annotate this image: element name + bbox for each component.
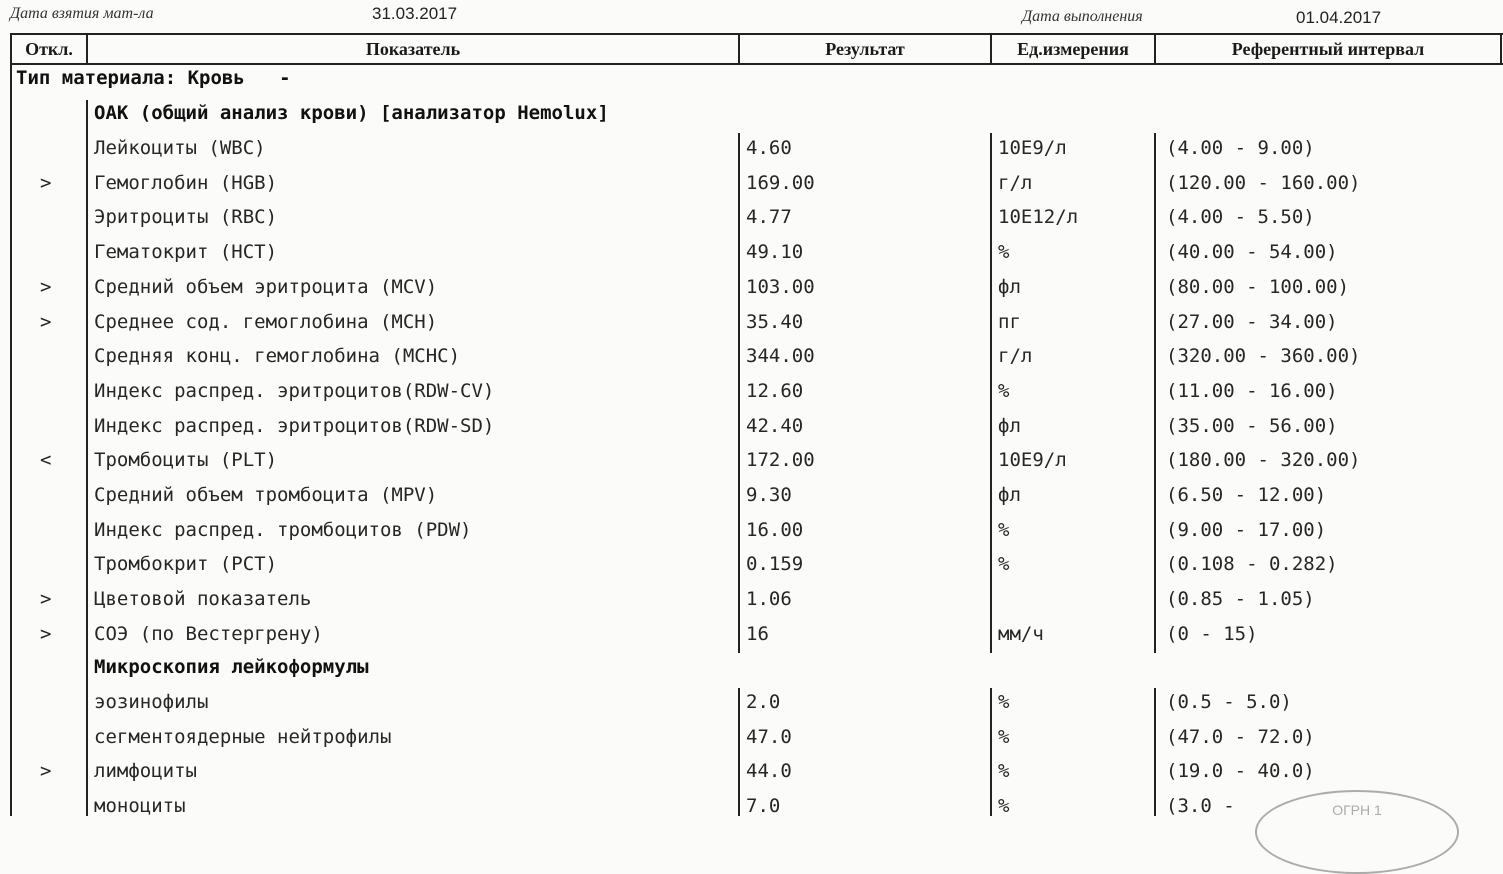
done-date-label: Дата выполнения	[1022, 8, 1143, 25]
row-flag: >	[40, 171, 52, 194]
col-result-header: Результат	[825, 39, 905, 59]
row-result: 2.0	[746, 691, 781, 713]
row-indicator: Индекс распред. эритроцитов(RDW-SD)	[94, 414, 495, 437]
row-unit: %	[998, 379, 1010, 402]
row-unit: мм/ч	[998, 622, 1044, 645]
row-reference: (11.00 - 16.00)	[1166, 379, 1338, 402]
row-result: 344.00	[746, 345, 815, 368]
row-indicator: Среднее сод. гемоглобина (MCH)	[94, 310, 438, 333]
row-reference: (27.00 - 34.00)	[1166, 310, 1338, 333]
row-indicator: Лейкоциты (WBC)	[94, 137, 266, 159]
row-reference: (6.50 - 12.00)	[1166, 484, 1327, 506]
row-reference: (4.00 - 9.00)	[1166, 137, 1315, 159]
row-indicator: Эритроциты (RBC)	[94, 206, 278, 229]
row-result: 49.10	[746, 241, 804, 264]
table-left-border	[10, 33, 12, 816]
row-flag: >	[40, 760, 52, 783]
row-indicator: Цветовой показатель	[94, 588, 312, 611]
indicator-col-line	[86, 100, 88, 816]
row-indicator: Гемоглобин (HGB)	[94, 171, 278, 194]
row-reference: (180.00 - 320.00)	[1166, 449, 1361, 472]
row-result: 4.60	[746, 137, 792, 159]
row-result: 7.0	[746, 795, 781, 818]
row-result: 35.40	[746, 310, 804, 333]
row-result: 103.00	[746, 275, 815, 298]
row-indicator: Индекс распред. эритроцитов(RDW-CV)	[94, 379, 495, 402]
ref-col-line-1	[1154, 133, 1156, 653]
row-reference: (4.00 - 5.50)	[1166, 206, 1315, 229]
row-unit: 10E9/л	[998, 449, 1067, 472]
row-reference: (120.00 - 160.00)	[1166, 171, 1361, 194]
row-indicator: Средний объем эритроцита (MCV)	[94, 275, 438, 298]
row-reference: (0 - 15)	[1166, 622, 1258, 645]
row-reference: (0.85 - 1.05)	[1166, 588, 1315, 611]
row-unit: %	[998, 691, 1010, 713]
row-unit: пг	[998, 310, 1021, 333]
row-unit: г/л	[998, 345, 1033, 368]
sample-date-label: Дата взятия мат-ла	[10, 5, 154, 22]
row-reference: (9.00 - 17.00)	[1166, 518, 1327, 541]
row-unit: 10E9/л	[998, 137, 1067, 159]
row-unit: фл	[998, 414, 1021, 437]
row-unit: фл	[998, 275, 1021, 298]
row-reference: (35.00 - 56.00)	[1166, 414, 1338, 437]
row-unit: %	[998, 795, 1010, 818]
row-unit: %	[998, 518, 1010, 541]
row-result: 42.40	[746, 414, 804, 437]
result-col-line-1	[738, 133, 740, 653]
table-top-border	[10, 33, 1503, 35]
row-indicator: Гематокрит (HCT)	[94, 241, 278, 264]
row-result: 16.00	[746, 518, 804, 541]
result-col-line-2	[738, 688, 740, 816]
row-unit: %	[998, 760, 1010, 783]
row-result: 169.00	[746, 171, 815, 194]
row-flag: >	[40, 622, 52, 645]
row-indicator: Средняя конц. гемоглобина (MCHC)	[94, 345, 461, 368]
row-reference: (0.108 - 0.282)	[1166, 553, 1338, 576]
row-reference: (0.5 - 5.0)	[1166, 691, 1292, 713]
col-unit-header: Ед.измерения	[1017, 39, 1129, 59]
stamp-seal	[1255, 790, 1459, 874]
material-type: Тип материала: Кровь -	[16, 67, 291, 89]
row-reference: (320.00 - 360.00)	[1166, 345, 1361, 368]
ref-col-line-2	[1154, 688, 1156, 816]
row-result: 9.30	[746, 484, 792, 506]
row-unit: г/л	[998, 171, 1033, 194]
row-unit: %	[998, 553, 1010, 576]
sample-date: 31.03.2017	[372, 4, 458, 23]
stamp-text: ОГРН 1	[1332, 802, 1382, 818]
row-reference: (3.0 -	[1166, 795, 1235, 818]
row-unit: %	[998, 725, 1010, 748]
row-result: 0.159	[746, 553, 804, 576]
row-indicator: Индекс распред. тромбоцитов (PDW)	[94, 518, 472, 541]
row-result: 4.77	[746, 206, 792, 229]
section-title-microscopy: Микроскопия лейкоформулы	[94, 656, 369, 678]
col-flag-header: Откл.	[25, 39, 73, 59]
row-result: 44.0	[746, 760, 792, 783]
row-indicator: Средний объем тромбоцита (MPV)	[94, 484, 438, 506]
row-result: 47.0	[746, 725, 792, 748]
row-reference: (19.0 - 40.0)	[1166, 760, 1315, 783]
row-flag: >	[40, 275, 52, 298]
row-reference: (40.00 - 54.00)	[1166, 241, 1338, 264]
row-result: 12.60	[746, 379, 804, 402]
section-title-cbc: ОАК (общий анализ крови) [анализатор Hemolux]	[94, 102, 609, 124]
col-indicator-header: Показатель	[365, 39, 461, 59]
row-flag: >	[40, 588, 52, 611]
row-unit: %	[998, 241, 1010, 264]
row-unit: фл	[998, 484, 1021, 506]
row-flag: >	[40, 310, 52, 333]
row-flag: <	[40, 449, 52, 472]
row-result: 16	[746, 622, 769, 645]
done-date: 01.04.2017	[1296, 8, 1382, 27]
row-indicator: эозинофилы	[94, 691, 209, 713]
row-reference: (47.0 - 72.0)	[1166, 725, 1315, 748]
row-unit: 10E12/л	[998, 206, 1079, 229]
unit-col-line-1	[990, 133, 992, 653]
row-indicator: сегментоядерные нейтрофилы	[94, 725, 392, 748]
row-indicator: моноциты	[94, 795, 186, 818]
row-result: 1.06	[746, 588, 792, 611]
row-indicator: Тромбоциты (PLT)	[94, 449, 278, 472]
header-bottom-border	[10, 63, 1503, 65]
row-indicator: лимфоциты	[94, 760, 197, 783]
header-divider-5	[1500, 33, 1502, 65]
row-indicator: Тромбокрит (PCT)	[94, 553, 278, 576]
col-reference-header: Референтный интервал	[1231, 39, 1425, 59]
row-result: 172.00	[746, 449, 815, 472]
unit-col-line-2	[990, 688, 992, 816]
row-indicator: СОЭ (по Вестергрену)	[94, 622, 323, 645]
row-reference: (80.00 - 100.00)	[1166, 275, 1350, 298]
